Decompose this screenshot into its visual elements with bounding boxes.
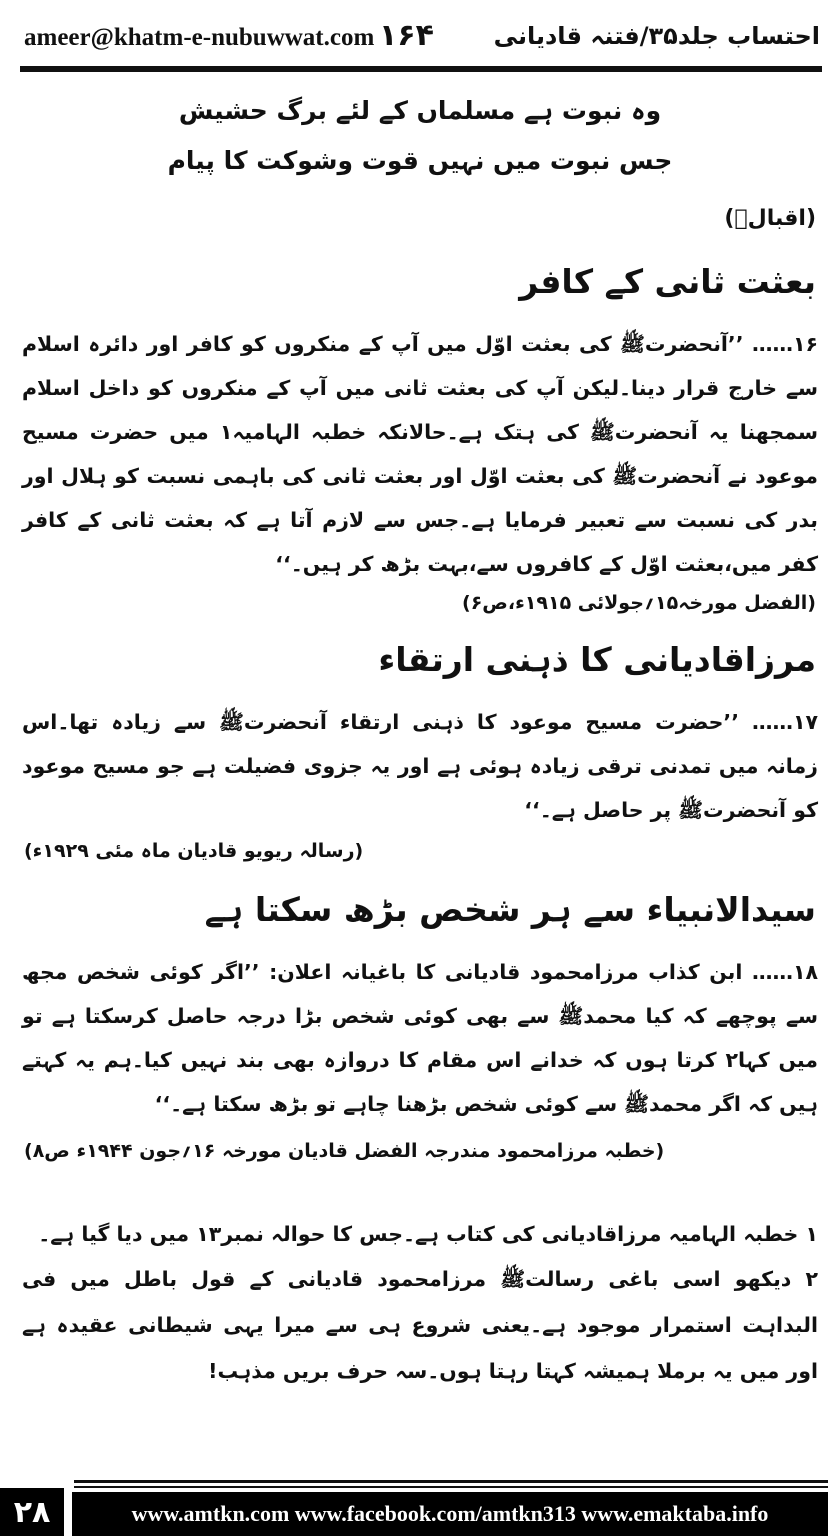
- poem-attribution: (اقبالؒ): [724, 206, 816, 231]
- footer-links: www.amtkn.com www.facebook.com/amtkn313 www.emaktaba.info: [72, 1492, 828, 1536]
- section-heading-2: مرزاقادیانی کا ذہنی ارتقاء: [378, 640, 816, 679]
- footnote-1: ۱ خطبہ الہامیہ مرزاقادیانی کی کتاب ہے۔جس کا حوالہ نمبر۱۳ میں دیا گیا ہے۔: [38, 1222, 818, 1246]
- footer-rule-thin: [74, 1486, 828, 1488]
- section-reference-2: (رسالہ ریویو قادیان ماہ مئی ۱۹۲۹ء): [24, 840, 364, 862]
- header-page-number: ۱۶۴: [379, 18, 434, 53]
- header-email: ameer@khatm-e-nubuwwat.com: [24, 24, 375, 51]
- section-heading-1: بعثت ثانی کے کافر: [519, 262, 816, 301]
- section-paragraph-1: ۱۶…… ’’آنحضرتﷺ کی بعثت اوّل میں آپ کے منکروں کو کافر اور دائرہ اسلام سے خارج قرار دینا۔لیکن آپ کی بعثت ثانی میں آپ کے منکروں کو داخل اسلام سمجھنا یہ آنحضرتﷺ کی ہتک ہے۔حالانکہ خطبہ الہامیہ۱ میں حضرت مسیح موعود نے آنحضرتﷺ کی بعثت اوّل اور بعثت ثانی کی باہمی نسبت کو ہلال اور بدر کی نسبت سے تعبیر فرمایا ہے۔جس سے لازم آتا ہے کہ بعثت ثانی کے کافر کفر میں،بعثت اوّل کے کافروں سے،بہت بڑھ کر ہیں۔‘‘: [22, 332, 818, 576]
- footnote-2: ۲ دیکھو اسی باغی رسالتﷺ مرزامحمود قادیانی کے قول باطل میں فی البداہت استمرار موجود ہے۔یعنی شروع ہی سے میرا یہی شیطانی عقیدہ ہے اور میں یہ برملا ہمیشہ کہتا رہتا ہوں۔سہ حرف بریں مذہب!: [22, 1267, 818, 1383]
- poem-line-2: جس نبوت میں نہیں قوت وشوکت کا پیام: [167, 146, 673, 175]
- page-footer: [0, 1444, 840, 1540]
- running-header: [24, 18, 820, 64]
- poem-line-1: وہ نبوت ہے مسلماں کے لئے برگ حشیش: [178, 96, 662, 125]
- footer-rule: [74, 1480, 828, 1483]
- section-paragraph-3: ۱۸…… ابن کذاب مرزامحمود قادیانی کا باغیانہ اعلان: ’’اگر کوئی شخص مجھ سے پوچھے کہ کیا محمدﷺ سے بھی کوئی شخص بڑا درجہ حاصل کرسکتا ہے تو میں کہا۲ کرتا ہوں کہ خدانے اس مقام کا دروازہ بھی بند نہیں کیا۔ہم یہ کہتے ہیں کہ اگر محمدﷺ سے کوئی شخص بڑھنا چاہے تو بڑھ سکتا ہے۔‘‘: [22, 960, 818, 1116]
- section-paragraph-2: ۱۷…… ’’حضرت مسیح موعود کا ذہنی ارتقاء آنحضرتﷺ سے زیادہ تھا۔اس زمانہ میں تمدنی ترقی زیادہ ہوئی ہے اور یہ جزوی فضیلت ہے جو مسیح موعود کو آنحضرتﷺ پر حاصل ہے۔‘‘: [22, 710, 818, 822]
- header-rule: [20, 66, 822, 72]
- footer-page-badge: ۲۸: [0, 1488, 64, 1536]
- section-reference-1: (الفضل مورخہ۱۵؍جولائی ۱۹۱۵ء،ص۶): [462, 592, 816, 614]
- section-reference-3: (خطبہ مرزامحمود مندرجہ الفضل قادیان مورخہ ۱۶؍جون ۱۹۴۴ء ص۸): [24, 1140, 665, 1162]
- section-heading-3: سیدالانبیاء سے ہر شخص بڑھ سکتا ہے: [204, 890, 816, 929]
- header-book-title: احتساب جلد۳۵/فتنہ قادیانی: [493, 22, 820, 50]
